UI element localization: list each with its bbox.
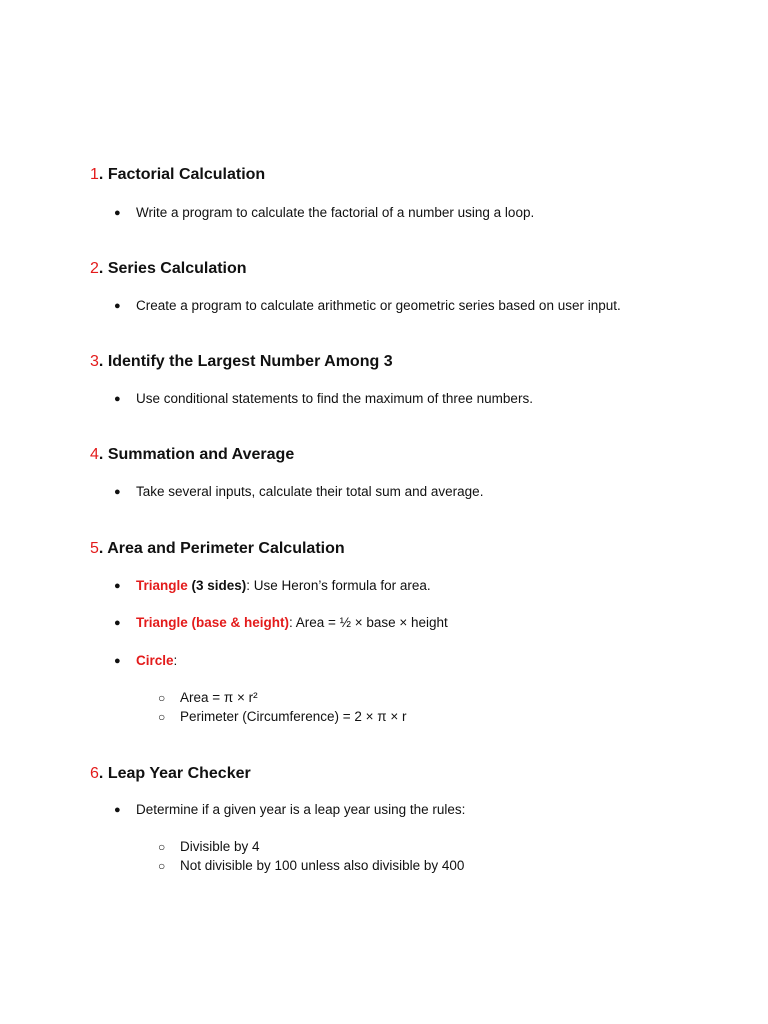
section-2-heading [90,259,247,279]
sub-bullet-icon: ○ [158,840,166,854]
section-number-separator: . [98,446,104,463]
section-6-heading [90,764,251,784]
section-number-separator: . [98,353,104,370]
list-item-text [136,614,448,632]
section-number-separator: . [98,260,104,277]
bullet-icon: ● [114,655,121,667]
highlight-term: Triangle (base & height) [136,615,290,630]
bullet-icon: ● [114,804,121,816]
bullet-icon: ● [114,207,121,219]
sub-bullet-icon: ○ [158,691,166,705]
list-item-text: Take several inputs, calculate their total sum and average. [136,484,484,499]
list-item-text: Write a program to calculate the factorial of a number using a loop. [136,205,535,220]
sub-bullet-icon: ○ [158,859,166,873]
item-description: : [173,653,178,668]
section-title: Area and Perimeter Calculation [107,540,345,557]
section-number: 4 [90,446,99,463]
section-title: Factorial Calculation [107,166,266,183]
list-item-text: Determine if a given year is a leap year using the rules: [136,802,466,817]
highlight-term: Triangle [136,578,188,593]
sub-list-item-text: Area = π × r² [180,690,258,705]
section-title: Identify the Largest Number Among 3 [107,353,393,370]
item-description: : Use Heron’s formula for area. [246,578,431,593]
section-number: 2 [90,260,99,277]
section-title: Summation and Average [107,446,295,463]
section-1-heading [90,165,265,185]
bullet-icon: ● [114,580,121,592]
section-number: 6 [90,765,99,782]
list-item-text: Use conditional statements to find the maximum of three numbers. [136,391,533,406]
section-number-separator: . [98,765,104,782]
sub-list-item-text: Perimeter (Circumference) = 2 × π × r [180,709,407,724]
section-4-heading [90,445,294,465]
section-number-separator: . [98,166,104,183]
sub-bullet-icon: ○ [158,710,166,724]
list-item-text [136,577,431,595]
bullet-icon: ● [114,486,121,498]
list-item-text [136,652,177,670]
section-number: 3 [90,353,99,370]
item-description: : Area = ½ × base × height [289,615,448,630]
bullet-icon: ● [114,300,121,312]
bold-qualifier: (3 sides) [187,578,247,593]
section-5-heading [90,539,345,559]
highlight-term: Circle [136,653,174,668]
section-number: 5 [90,540,99,557]
sub-list-item-text: Not divisible by 100 unless also divisible by 400 [180,858,465,873]
sub-list-item-text: Divisible by 4 [180,839,260,854]
bullet-icon: ● [114,393,121,405]
bullet-icon: ● [114,617,121,629]
section-3-heading [90,352,393,372]
section-number-separator: . [98,540,104,557]
section-title: Leap Year Checker [107,765,251,782]
section-number: 1 [90,166,99,183]
section-title: Series Calculation [107,260,247,277]
list-item-text: Create a program to calculate arithmetic or geometric series based on user input. [136,298,621,313]
